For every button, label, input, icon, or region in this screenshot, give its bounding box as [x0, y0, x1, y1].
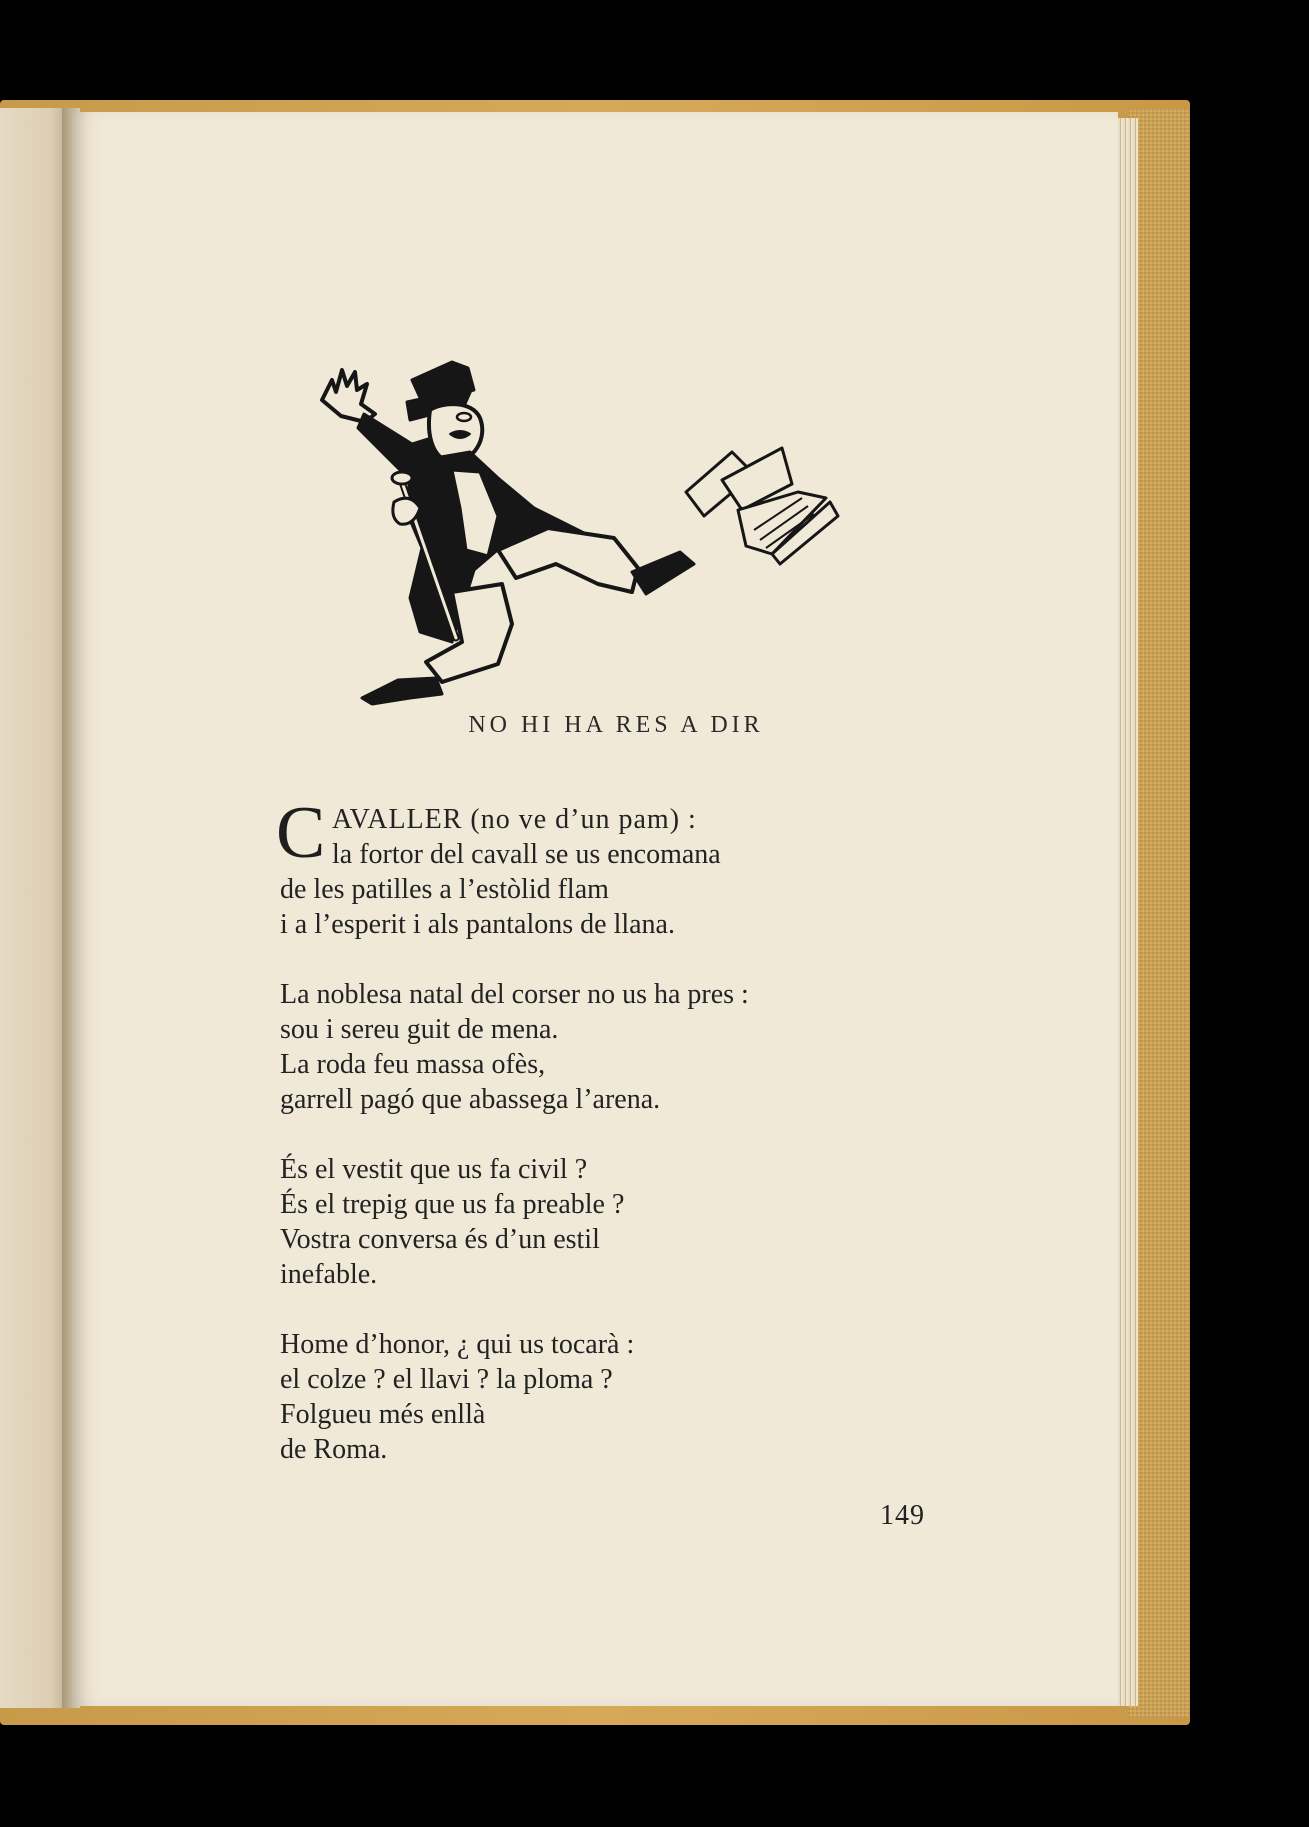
- poem-line: La noblesa natal del corser no us ha pres :: [280, 979, 749, 1010]
- flying-book-icon: [686, 448, 838, 564]
- book-page: [72, 112, 1118, 1706]
- poem-line: És el vestit que us fa civil ?: [280, 1154, 588, 1185]
- poem-title: NO HI HA RES A DIR: [468, 712, 764, 738]
- dancing-man-figure: [322, 362, 694, 704]
- poem-line: Vostra conversa és d’un estil: [280, 1224, 600, 1255]
- poem-line: La roda feu massa ofès,: [280, 1049, 546, 1080]
- stanza-4: [280, 1327, 1020, 1467]
- stanza-3: [280, 1152, 1020, 1292]
- poem-line: inefable.: [280, 1259, 378, 1290]
- poem-line: i a l’esperit i als pantalons de llana.: [280, 909, 675, 940]
- stanza-2: [280, 977, 1020, 1117]
- first-line-text: AVALLER (no ve d’un pam) :: [332, 804, 697, 835]
- poem-line: sou i sereu guit de mena.: [280, 1014, 559, 1045]
- poem-line: És el trepig que us fa preable ?: [280, 1189, 625, 1220]
- poem-line: garrell pagó que abassega l’arena.: [280, 1084, 661, 1115]
- poem-line: de les patilles a l’estòlid flam: [280, 874, 609, 905]
- page-number: 149: [880, 1500, 925, 1531]
- poem-body: [276, 792, 1020, 1502]
- stanza-1: [276, 792, 1020, 942]
- drop-cap: C: [276, 792, 326, 874]
- poem-line: el colze ? el llavi ? la ploma ?: [280, 1364, 613, 1395]
- poem-line: de Roma.: [280, 1434, 388, 1465]
- poem-line: Home d’honor, ¿ qui us tocarà :: [280, 1329, 635, 1360]
- poem-line: Folgueu més enllà: [280, 1399, 486, 1430]
- poem-line: la fortor del cavall se us encomana: [332, 839, 721, 870]
